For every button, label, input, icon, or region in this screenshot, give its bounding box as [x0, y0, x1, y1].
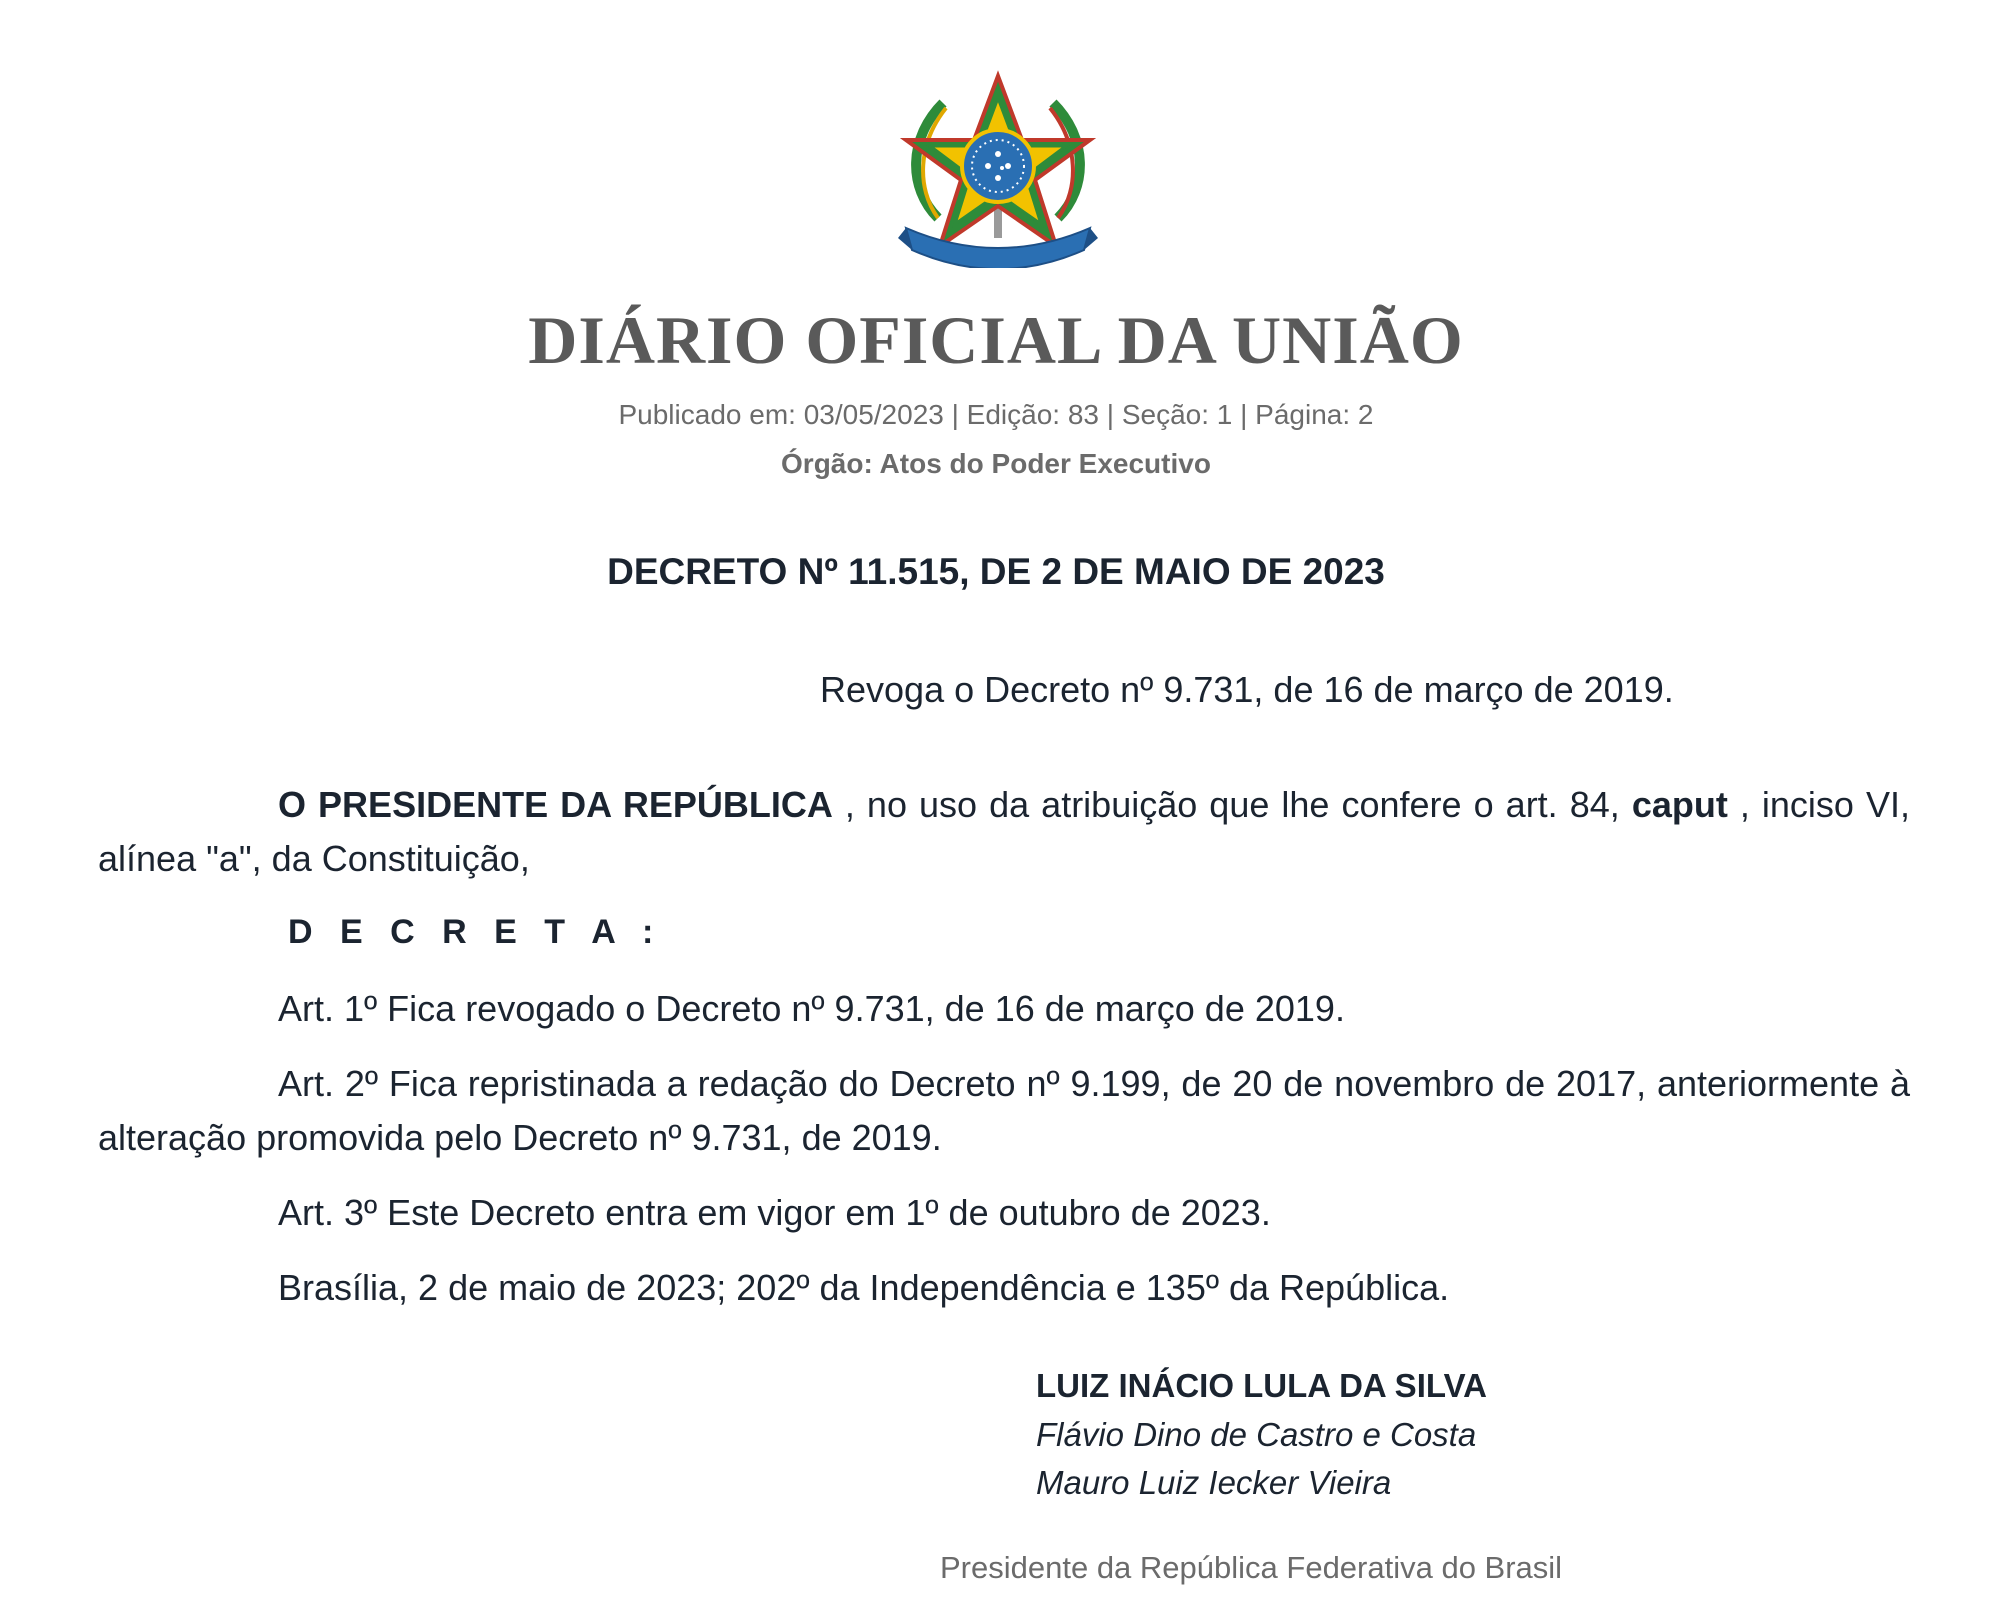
issuing-body: Órgão: Atos do Poder Executivo [781, 448, 1211, 479]
gazette-title: DIÁRIO OFICIAL DA UNIÃO [528, 302, 1464, 378]
preamble-caput: caput [1631, 784, 1728, 825]
article-3-text: Art. 3º Este Decreto entra em vigor em 1º de outubro de 2023. [278, 1192, 1271, 1233]
brazil-coat-of-arms-icon [898, 68, 1098, 268]
preamble-text-a: , no uso da atribuição que lhe confere o art. 84, [832, 784, 1632, 825]
place-and-date [98, 1261, 1910, 1315]
footer-text: Presidente da República Federativa do Brasil [940, 1550, 1563, 1585]
decree-title: DECRETO Nº 11.515, DE 2 DE MAIO DE 2023 [607, 551, 1385, 592]
minister-signature-1: Flávio Dino de Castro e Costa [1036, 1416, 1477, 1453]
article-1-text: Art. 1º Fica revogado o Decreto nº 9.731, de 16 de março de 2019. [278, 988, 1345, 1029]
article-1 [98, 982, 1910, 1036]
publication-info: Publicado em: 03/05/2023 | Edição: 83 | Seção: 1 | Página: 2 [618, 399, 1374, 430]
minister-signature-2: Mauro Luiz Iecker Vieira [1036, 1464, 1392, 1501]
preamble-subject: O PRESIDENTE DA REPÚBLICA [278, 784, 833, 825]
place-and-date-text: Brasília, 2 de maio de 2023; 202º da Independência e 135º da República. [278, 1267, 1450, 1308]
preamble-paragraph [98, 778, 1910, 886]
article-2 [98, 1057, 1910, 1165]
article-3 [98, 1186, 1910, 1240]
president-signature: LUIZ INÁCIO LULA DA SILVA [1036, 1367, 1487, 1404]
article-2-text: Art. 2º Fica repristinada a redação do Decreto nº 9.199, de 20 de novembro de 2017, anteriormente à alteração promovida pelo Decreto nº 9.731, de 2019. [98, 1063, 1910, 1158]
preamble-text-b: , inciso VI, alínea "a", da Constituição, [98, 784, 1911, 879]
decreta-heading: D E C R E T A : [288, 913, 663, 951]
decree-summary: Revoga o Decreto nº 9.731, de 16 de março de 2019. [820, 669, 1674, 710]
